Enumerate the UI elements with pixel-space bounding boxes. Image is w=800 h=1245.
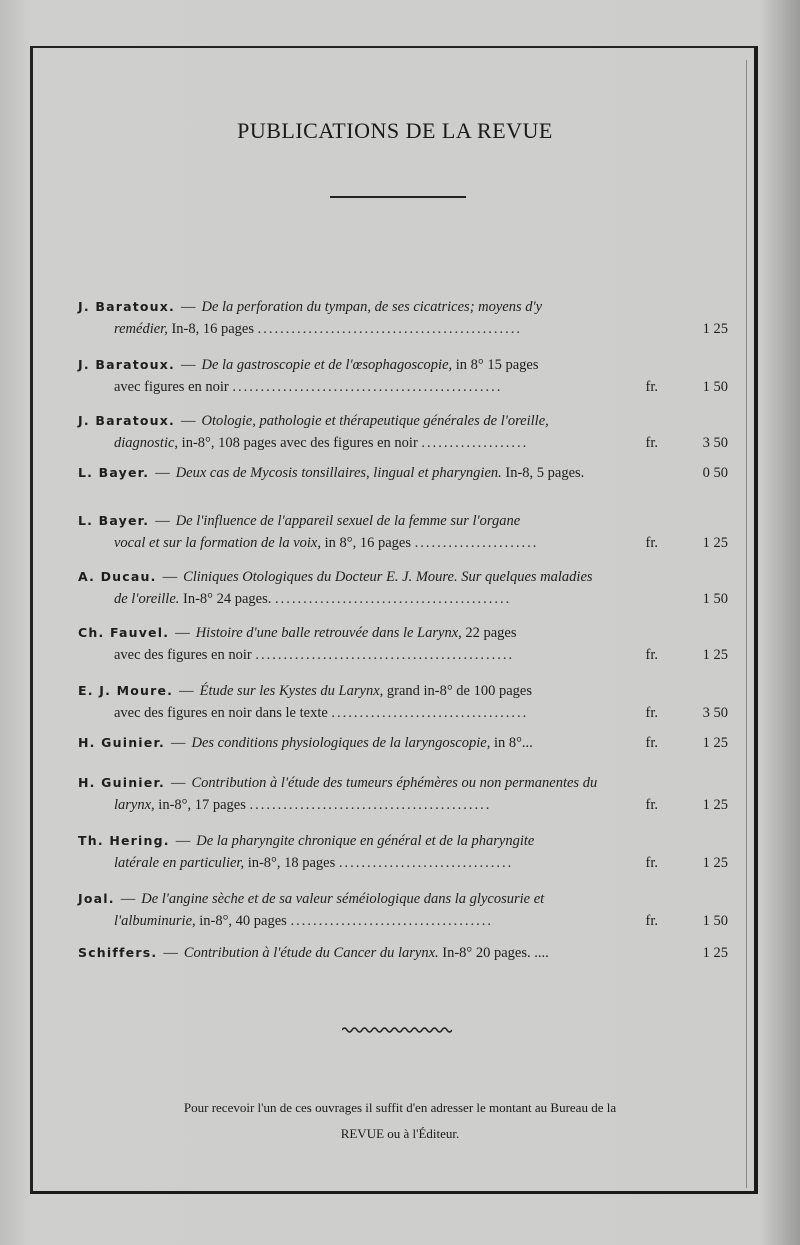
entry-details: in-8°, 17 pages: [158, 797, 246, 813]
entry-first-line: [78, 566, 728, 588]
entry-second-line: [78, 532, 728, 554]
entry-currency: fr.: [645, 379, 658, 395]
publication-entry: [78, 354, 728, 398]
entry-currency: fr.: [645, 535, 658, 551]
entry-dash: —: [171, 775, 186, 791]
entry-title: De la perforation du tympan, de ses cicatrices; moyens d'y: [201, 299, 543, 315]
entry-price: 1 25: [702, 647, 728, 663]
entry-first-line: [78, 510, 728, 532]
leader-dots: ..............................................: [255, 647, 515, 663]
entry-first-line: [78, 410, 728, 432]
leader-dots: ...................: [421, 435, 529, 451]
entry-title: De la gastroscopie et de l'œsophagoscopie,: [201, 357, 453, 373]
entry-first-line: [78, 830, 728, 852]
entry-title: De l'influence de l'appareil sexuel de la femme sur l'organe: [175, 513, 521, 529]
publication-entry: [78, 680, 728, 724]
entry-second-line: [78, 644, 728, 666]
entry-author: H. Guinier.: [78, 735, 165, 750]
entry-author: E. J. Moure.: [78, 683, 174, 698]
publication-entry: [78, 296, 728, 340]
entry-title-continued: larynx,: [114, 797, 155, 813]
leader-dots: ....................................: [290, 913, 493, 929]
entry-dash: —: [163, 945, 178, 961]
entry-author: Joal.: [78, 891, 115, 906]
publication-entry: [78, 622, 728, 666]
entry-second-line: [78, 794, 728, 816]
entry-author: Schiffers.: [78, 945, 158, 960]
entry-price: 0 50: [702, 465, 728, 481]
entry-dash: —: [181, 357, 196, 373]
entry-second-line: [78, 852, 728, 874]
entry-details: In-8, 5 pages.: [505, 465, 585, 481]
entry-dash: —: [155, 513, 170, 529]
entry-title: Contribution à l'étude du Cancer du larynx.: [183, 945, 439, 961]
entry-details: grand in-8° de 100 pages: [386, 683, 533, 699]
entry-details: In-8° 24 pages.: [183, 591, 272, 607]
entry-title: Des conditions physiologiques de la laryngoscopie,: [191, 735, 491, 751]
entry-dash: —: [175, 833, 191, 849]
entry-first-line: [78, 772, 728, 794]
entry-author: J. Baratoux.: [78, 299, 175, 314]
entry-author: J. Baratoux.: [78, 413, 175, 428]
entry-first-line: [78, 462, 728, 484]
entry-title-continued: l'albuminurie,: [114, 913, 196, 929]
entry-second-line: [78, 318, 728, 340]
publication-entry: [78, 566, 728, 610]
entry-dash: —: [120, 891, 136, 907]
entry-title: Cliniques Otologiques du Docteur E. J. Moure. Sur quelques maladies: [183, 569, 593, 585]
entry-title: Otologie, pathologie et thérapeutique générales de l'oreille,: [201, 413, 549, 429]
entry-title-continued: remédier,: [114, 321, 168, 337]
page-border-frame: [30, 46, 758, 1194]
entry-first-line: [78, 354, 728, 376]
entry-details: In-8° 20 pages. ....: [442, 945, 549, 961]
entry-second-line: [78, 376, 728, 398]
publication-entry: [78, 732, 728, 754]
entry-dash: —: [171, 735, 186, 751]
entry-currency: fr.: [645, 435, 658, 451]
entry-currency: fr.: [645, 855, 658, 871]
entry-details: 22 pages: [465, 625, 517, 641]
entry-title-continued: de l'oreille.: [114, 591, 180, 607]
leader-dots: ......................: [414, 535, 539, 551]
entry-title-continued: latérale en particulier,: [114, 855, 245, 871]
title-underline: [330, 196, 466, 198]
entry-author: L. Bayer.: [78, 465, 150, 480]
entry-price: 3 50: [702, 705, 728, 721]
page-title: PUBLICATIONS DE LA REVUE: [237, 118, 553, 143]
entry-second-line: [78, 910, 728, 932]
publication-entry: [78, 830, 728, 874]
entry-first-line: [78, 680, 728, 702]
leader-dots: ...................................: [331, 705, 529, 721]
entry-price: 1 25: [702, 945, 728, 961]
entry-dash: —: [181, 413, 196, 429]
leader-dots: ...............................................: [257, 321, 522, 337]
entry-details: In-8, 16 pages: [171, 321, 254, 337]
entry-price: 1 50: [702, 379, 728, 395]
entry-first-line: [78, 296, 728, 318]
entry-details: in-8°, 40 pages: [199, 913, 287, 929]
entry-details: in 8° 15 pages: [455, 357, 539, 373]
entry-dash: —: [155, 465, 170, 481]
entry-dash: —: [162, 569, 178, 585]
publication-entry: [78, 510, 728, 554]
publication-entry: [78, 888, 728, 932]
entry-first-line: [78, 888, 728, 910]
entry-currency: fr.: [645, 705, 658, 721]
entry-title-continued: vocal et sur la formation de la voix,: [114, 535, 321, 551]
entry-price: 1 50: [702, 591, 728, 607]
publication-entry: [78, 410, 728, 454]
entry-first-line: [78, 622, 728, 644]
entry-dash: —: [179, 683, 194, 699]
entry-author: J. Baratoux.: [78, 357, 175, 372]
inner-vertical-rule: [746, 60, 747, 1188]
entry-author: A. Ducau.: [78, 569, 157, 584]
entry-dash: —: [181, 299, 196, 315]
entry-price: 1 25: [702, 797, 728, 813]
entry-currency: fr.: [645, 735, 658, 751]
entry-price: 1 25: [702, 321, 728, 337]
publication-entry: [78, 942, 728, 964]
entry-details: in 8°...: [493, 735, 533, 751]
entry-price: 1 50: [702, 913, 728, 929]
entry-title: Deux cas de Mycosis tonsillaires, lingual et pharyngien.: [175, 465, 502, 481]
entry-price: 1 25: [702, 735, 728, 751]
entry-price: 3 50: [702, 435, 728, 451]
entry-author: Ch. Fauvel.: [78, 625, 170, 640]
entry-first-line: [78, 942, 728, 964]
entry-second-line: [78, 588, 728, 610]
entry-title: Histoire d'une balle retrouvée dans le Larynx,: [195, 625, 462, 641]
footer-line-1: Pour recevoir l'un de ces ouvrages il suffit d'en adresser le montant au Bureau de la: [183, 1100, 617, 1115]
footer-line-2: REVUE ou à l'Éditeur.: [340, 1126, 460, 1141]
entry-details: in-8°, 18 pages: [247, 855, 336, 871]
entry-second-line: [78, 432, 728, 454]
entry-currency: fr.: [645, 647, 658, 663]
entry-second-line: [78, 702, 728, 724]
ornamental-rule: [342, 1026, 452, 1034]
entry-details: avec figures en noir: [114, 379, 229, 395]
entry-author: L. Bayer.: [78, 513, 150, 528]
entry-price: 1 25: [702, 855, 728, 871]
leader-dots: ................................................: [232, 379, 503, 395]
entry-title: Contribution à l'étude des tumeurs éphémères ou non permanentes du: [191, 775, 598, 791]
entry-title: De l'angine sèche et de sa valeur séméiologique dans la glycosurie et: [141, 891, 545, 907]
leader-dots: ...............................: [338, 855, 514, 871]
entry-title-continued: diagnostic,: [114, 435, 179, 451]
publication-entry: [78, 462, 728, 484]
entry-author: H. Guinier.: [78, 775, 165, 790]
entry-details: in-8°, 108 pages avec des figures en noir: [181, 435, 418, 451]
entry-price: 1 25: [702, 535, 728, 551]
entry-title: De la pharyngite chronique en général et de la pharyngite: [196, 833, 535, 849]
entry-currency: fr.: [645, 913, 658, 929]
entry-details: avec des figures en noir: [114, 647, 252, 663]
entry-dash: —: [175, 625, 190, 641]
entry-first-line: [78, 732, 728, 754]
leader-dots: ...........................................: [249, 797, 492, 813]
entry-currency: fr.: [645, 797, 658, 813]
entry-title: Étude sur les Kystes du Larynx,: [199, 683, 384, 699]
entry-details: in 8°, 16 pages: [324, 535, 411, 551]
entry-author: Th. Hering.: [78, 833, 170, 848]
publication-entry: [78, 772, 728, 816]
leader-dots: ..........................................: [275, 591, 512, 607]
entry-details: avec des figures en noir dans le texte: [114, 705, 328, 721]
